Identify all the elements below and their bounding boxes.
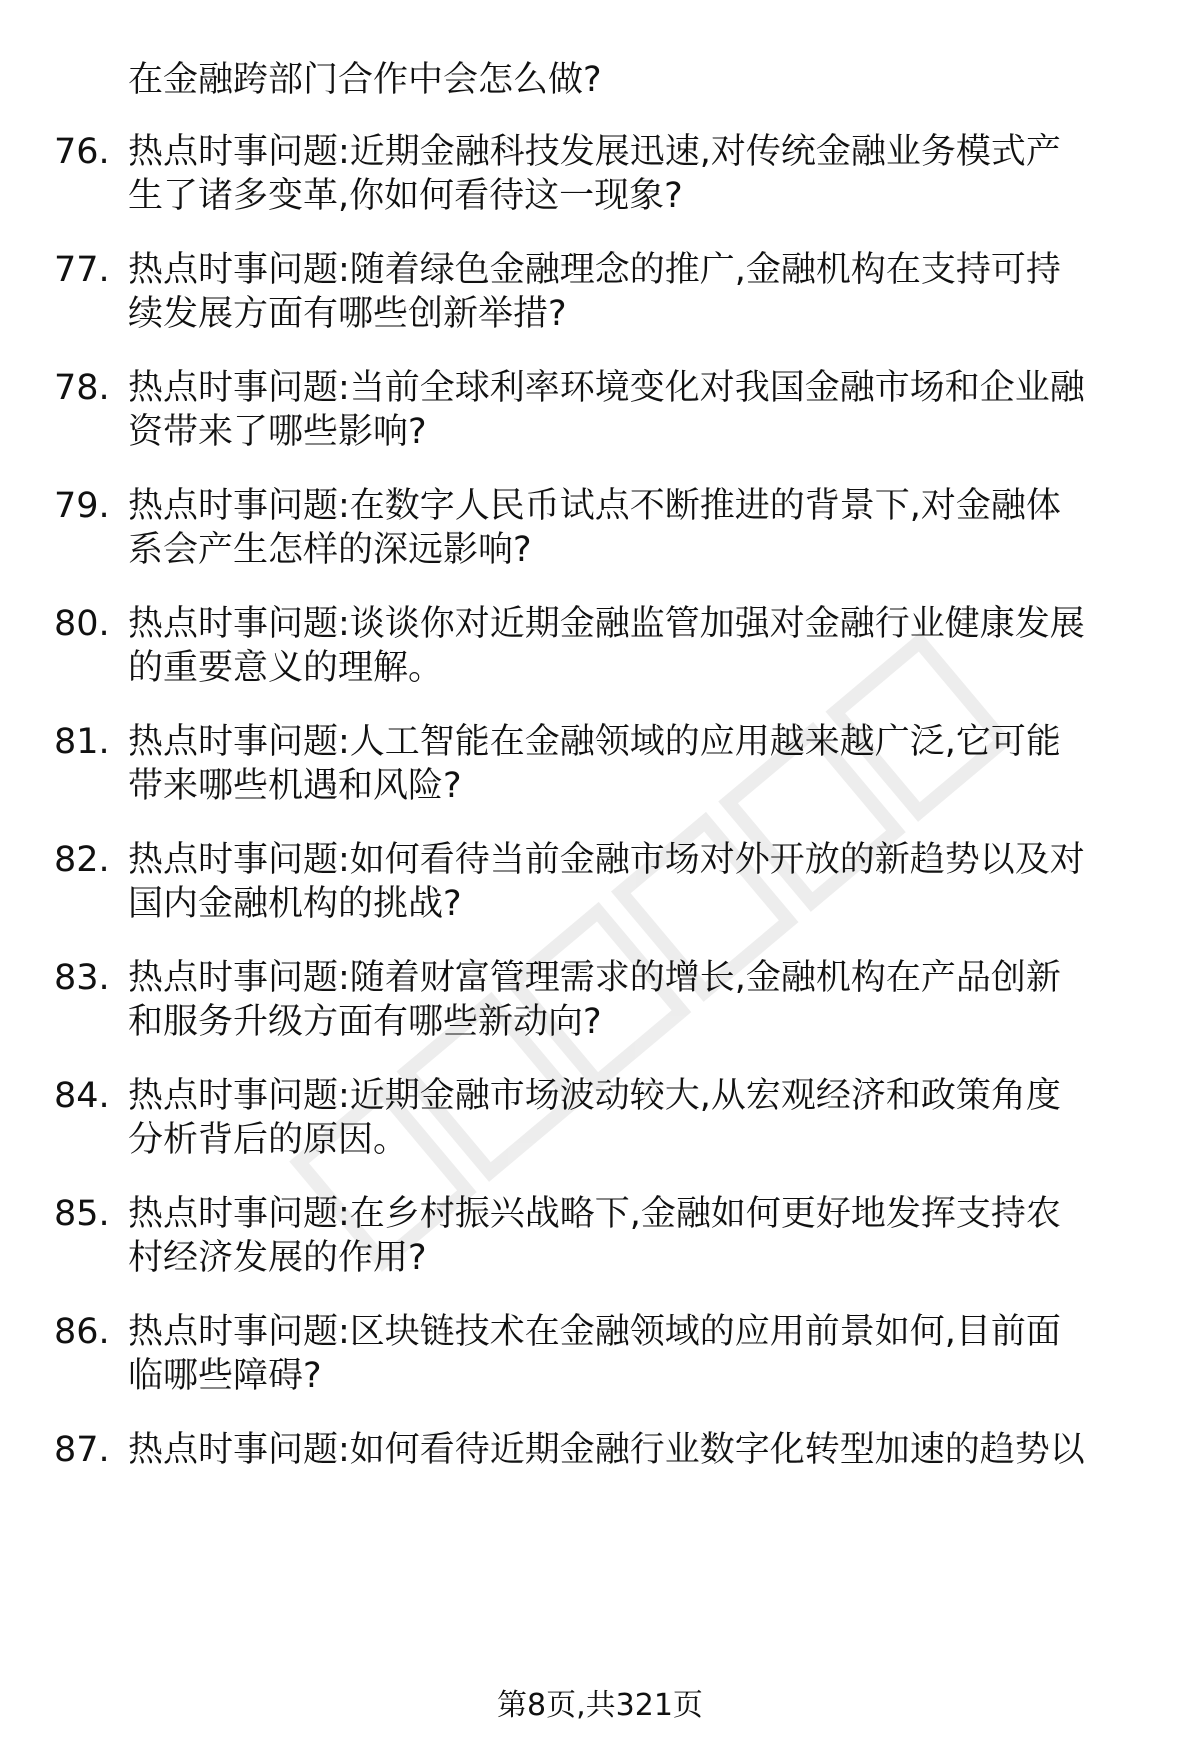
item-text-line2: 带来哪些机遇和风险? [128, 766, 462, 806]
item-number: 78. [54, 368, 110, 408]
item-number: 81. [54, 722, 110, 762]
item-number: 87. [54, 1430, 110, 1470]
item-text-line2: 生了诸多变革,你如何看待这一现象? [128, 176, 683, 216]
item-text-line1: 热点时事问题:近期金融科技发展迅速,对传统金融业务模式产 [128, 132, 1061, 172]
item-text-line2: 系会产生怎样的深远影响? [128, 530, 532, 570]
item-number: 80. [54, 604, 110, 644]
item-number: 79. [54, 486, 110, 526]
item-text-line2: 分析背后的原因。 [128, 1120, 409, 1160]
item-text-line1: 热点时事问题:当前全球利率环境变化对我国金融市场和企业融 [128, 368, 1085, 408]
item-text-line1: 热点时事问题:随着绿色金融理念的推广,金融机构在支持可持 [128, 250, 1061, 290]
item-text-line1: 热点时事问题:区块链技术在金融领域的应用前景如何,目前面 [128, 1312, 1061, 1352]
item-text-line1: 热点时事问题:人工智能在金融领域的应用越来越广泛,它可能 [128, 722, 1061, 762]
item-text-line1: 热点时事问题:在数字人民币试点不断推进的背景下,对金融体 [128, 486, 1061, 526]
item-number: 84. [54, 1076, 110, 1116]
item-text-line1: 热点时事问题:如何看待当前金融市场对外开放的新趋势以及对 [128, 840, 1085, 880]
item-text-line1: 热点时事问题:随着财富管理需求的增长,金融机构在产品创新 [128, 958, 1061, 998]
item-number: 82. [54, 840, 110, 880]
item-text-line2: 村经济发展的作用? [128, 1238, 427, 1278]
page-footer: 第8页,共321页 [497, 1688, 703, 1723]
item-text-line1: 热点时事问题:谈谈你对近期金融监管加强对金融行业健康发展 [128, 604, 1085, 644]
item-text-line2: 国内金融机构的挑战? [128, 884, 462, 924]
item-number: 85. [54, 1194, 110, 1234]
item-text-line2: 临哪些障碍? [128, 1356, 322, 1396]
item-text-line1: 热点时事问题:如何看待近期金融行业数字化转型加速的趋势以 [128, 1430, 1085, 1470]
item-text-line2: 续发展方面有哪些创新举措? [128, 294, 567, 334]
item-text-line1: 热点时事问题:近期金融市场波动较大,从宏观经济和政策角度 [128, 1076, 1061, 1116]
continuation-line: 在金融跨部门合作中会怎么做? [128, 60, 602, 100]
item-number: 86. [54, 1312, 110, 1352]
item-text-line2: 和服务升级方面有哪些新动向? [128, 1002, 602, 1042]
item-text-line2: 资带来了哪些影响? [128, 412, 427, 452]
item-number: 83. [54, 958, 110, 998]
item-number: 77. [54, 250, 110, 290]
item-number: 76. [54, 132, 110, 172]
item-text-line1: 热点时事问题:在乡村振兴战略下,金融如何更好地发挥支持农 [128, 1194, 1061, 1234]
item-text-line2: 的重要意义的理解。 [128, 648, 444, 688]
